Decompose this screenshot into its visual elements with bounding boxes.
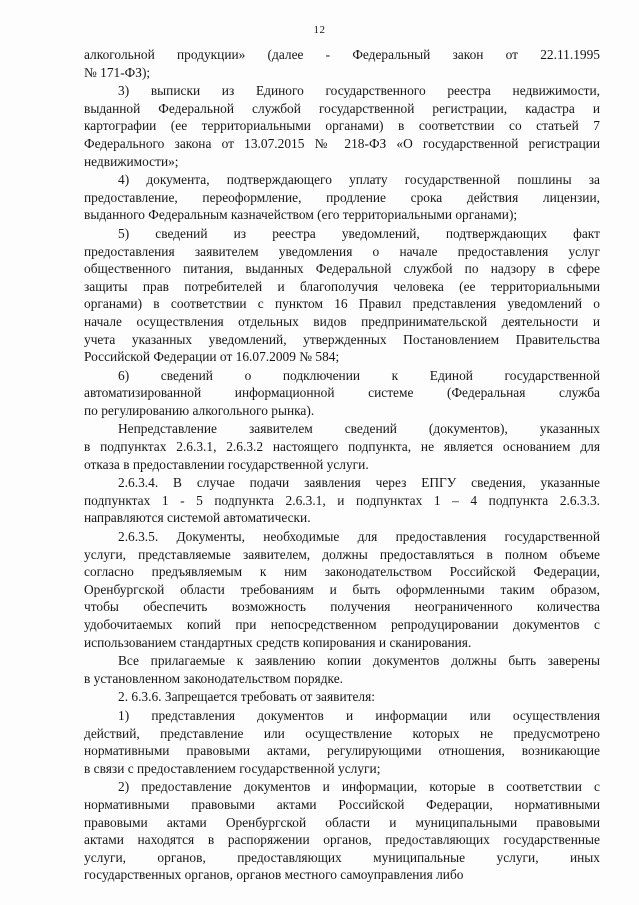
text-line: выданного Федеральным казначейством (его территориальными органами); — [84, 207, 518, 223]
text-line: 2) предоставление документов и информации, которые в соответствии с — [118, 779, 600, 795]
text-line: Российской Федерации от 16.07.2009 № 584; — [84, 349, 340, 365]
text-line: Федерального закона от 13.07.2015 № 218-ФЗ «О государственной регистрации — [84, 135, 600, 151]
text-line: отказа в предоставлении государственной услуги. — [84, 456, 369, 472]
paragraph — [84, 707, 600, 777]
text-line: № 171-ФЗ); — [84, 64, 151, 80]
text-line: защиты прав потребителей и благополучия человека (ее территориальными — [84, 278, 600, 294]
paragraph — [84, 171, 600, 224]
text-line: алкогольной продукции» (далее - Федеральный закон от 22.11.1995 — [84, 47, 600, 62]
text-line: подпунктах 1 - 5 подпункта 2.6.3.1, и подпунктах 1 – 4 подпункта 2.6.3.3. — [84, 492, 600, 508]
text-line: согласно предъявляемым к ним законодательством Российской Федерации, — [84, 564, 600, 580]
text-line: 1) представления документов и информации или осуществления — [118, 707, 600, 723]
text-line: нормативными правовыми актами, регулирующими отношения, возникающие — [84, 743, 600, 759]
text-line: 3) выписки из Единого государственного реестра недвижимости, — [118, 83, 600, 99]
text-line: нормативными правовыми актами Российской Федерации, нормативными — [84, 796, 600, 812]
paragraph — [84, 46, 600, 81]
text-line: удобочитаемых копий при непосредственном репродуцировании документов с — [84, 617, 600, 632]
paragraph — [84, 82, 600, 170]
text-line: органами) в соответствии с пунктом 16 Правил представления уведомлений о — [84, 296, 600, 312]
text-line: чтобы обеспечить возможность получения неограниченного количества — [84, 599, 600, 615]
paragraph — [84, 367, 600, 420]
text-line: Непредставление заявителем сведений (документов), указанных — [118, 421, 600, 437]
text-line: действий, представление или осуществление которых не предусмотрено — [84, 725, 600, 741]
text-line: предоставление, переоформление, продление срока действия лицензии, — [84, 189, 600, 205]
text-line: начале осуществления отдельных видов предпринимательской деятельности и — [84, 313, 600, 329]
text-line: Все прилагаемые к заявлению копии документов должны быть заверены — [118, 653, 600, 669]
text-line: направляются системой автоматически. — [84, 510, 311, 526]
text-line: автоматизированной информационной системе (Федеральная служба — [84, 385, 600, 401]
text-line: государственных органов, органов местного самоуправления либо — [84, 867, 464, 883]
paragraph — [84, 528, 600, 651]
text-line: правовыми актами Оренбургской области и муниципальными правовыми — [84, 814, 600, 830]
paragraph — [84, 778, 600, 884]
text-line: услуги, органов, предоставляющих муниципальные услуги, иных — [84, 849, 600, 865]
text-line: актами находятся в распоряжении органов, предоставляющих государственные — [84, 832, 600, 848]
paragraph — [84, 420, 600, 473]
paragraph — [84, 688, 600, 706]
text-line: по регулированию алкогольного рынка). — [84, 402, 315, 418]
text-line: 2.6.3.5. Документы, необходимые для предоставления государственной — [118, 529, 600, 545]
text-line: 5) сведений из реестра уведомлений, подтверждающих факт — [118, 225, 600, 241]
text-line: 4) документа, подтверждающего уплату государственной пошлины за — [118, 172, 600, 188]
text-line: предоставления заявителем уведомления о начале предоставления услуг — [84, 243, 600, 259]
text-line: учета указанных уведомлений, утвержденных Постановлением Правительства — [84, 331, 600, 347]
document-body — [84, 46, 600, 885]
paragraph — [84, 652, 600, 687]
text-line: картографии (ее территориальными органами) в соответствии со статьей 7 — [84, 118, 600, 134]
text-line: выданной Федеральной службой государственной регистрации, кадастра и — [84, 100, 600, 116]
text-line: услуги, представляемые заявителем, должны предоставляться в полном объеме — [84, 546, 600, 562]
text-line: Оренбургской области требованиям и быть оформленными таким образом, — [84, 581, 600, 597]
text-line: в установленном законодательством порядке. — [84, 670, 343, 686]
text-line: 2.6.3.4. В случае подачи заявления через ЕПГУ сведения, указанные — [118, 475, 600, 491]
text-line: 6) сведений о подключении к Единой государственной — [118, 367, 600, 383]
paragraph — [84, 474, 600, 527]
text-line: недвижимости»; — [84, 153, 179, 169]
text-line: общественного питания, выданных Федеральной службой по надзору в сфере — [84, 261, 600, 277]
text-line: использованием стандартных средств копирования и сканирования. — [84, 634, 472, 650]
page-number: 12 — [313, 24, 326, 36]
text-line: 2. 6.3.6. Запрещается требовать от заявителя: — [118, 689, 375, 705]
text-line: в связи с предоставлением государственной услуги; — [84, 760, 381, 776]
text-line: в подпунктах 2.6.3.1, 2.6.3.2 настоящего подпункта, не является основанием для — [84, 439, 600, 455]
paragraph — [84, 225, 600, 366]
